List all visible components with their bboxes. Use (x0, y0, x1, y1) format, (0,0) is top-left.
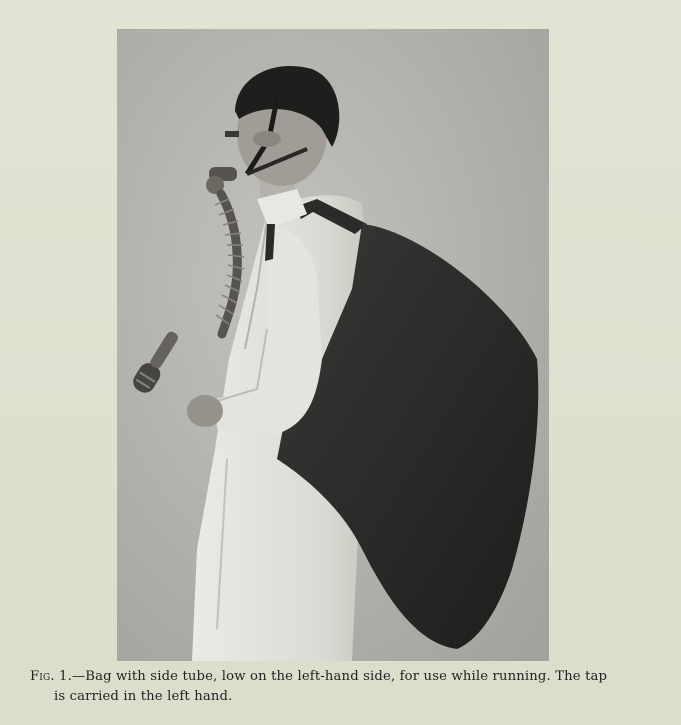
caption-line-1: —Bag with side tube, low on the left-hand side, for use while running. The tap (71, 669, 608, 684)
figure-label: Fig. 1. (30, 669, 72, 684)
caption-line-2: is carried in the left hand. (54, 689, 233, 704)
figure-photo (117, 29, 549, 661)
man-with-breathing-bag-photo (117, 29, 549, 661)
figure-caption (30, 667, 655, 707)
